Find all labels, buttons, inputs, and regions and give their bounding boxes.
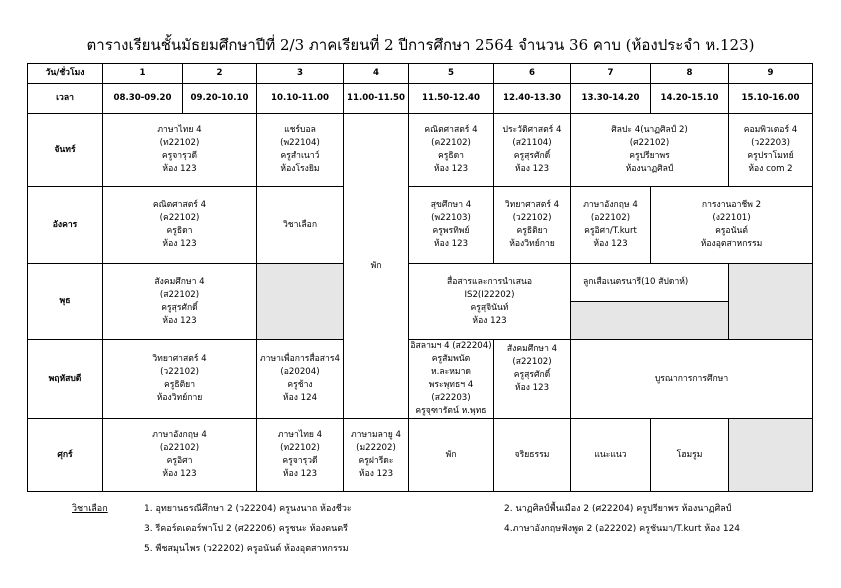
- empty-cell: [257, 264, 344, 340]
- time-row: [28, 84, 813, 114]
- elective-label: วิชาเลือก: [72, 504, 108, 514]
- day-label: พุธ: [28, 264, 103, 340]
- class-cell: ภาษาเพื่อการสื่อสาร4 (อ20204) ครูช้าง ห้อง 124: [257, 340, 344, 419]
- elective-item: 3. รีคอร์ดเดอร์พาโป 2 (ศ22206) ครูชนะ ห้องดนตรี: [144, 524, 348, 534]
- class-cell: คณิตศาสตร์ 4 (ค22102) ครูธิดา ห้อง 123: [409, 114, 494, 187]
- homeroom-cell: โฮมรูม: [651, 419, 729, 492]
- class-cell: สังคมศึกษา 4 (ส22102) ครูสุรศักดิ์ ห้อง 123: [494, 340, 571, 419]
- class-cell: สื่อสารและการนำเสนอ IS2(I22202) ครูสุจินันท์ ห้อง 123: [409, 264, 571, 340]
- class-cell: ประวัติศาสตร์ 4 (ส21104) ครูสุรศักดิ์ ห้อง 123: [494, 114, 571, 187]
- day-label: จันทร์: [28, 114, 103, 187]
- day-row-tuesday: [28, 187, 813, 264]
- time-slot: 15.10-16.00: [729, 84, 813, 114]
- class-cell: แชร์บอล (พ22104) ครูสำเนาว์ ห้องโรงยิม: [257, 114, 344, 187]
- elective-item: 4.ภาษาอังกฤษฟังพูด 2 (อ22202) ครูชันมา/T.kurt ห้อง 124: [504, 524, 741, 534]
- class-cell: ภาษาไทย 4 (ท22102) ครูจารุวดี ห้อง 123: [103, 114, 257, 187]
- period-number: 2: [183, 64, 257, 84]
- period-number: 4: [344, 64, 409, 84]
- lunch-break-cell: พัก: [344, 114, 409, 419]
- time-slot: 08.30-09.20: [103, 84, 183, 114]
- day-label: พฤหัสบดี: [28, 340, 103, 419]
- time-slot: 12.40-13.30: [494, 84, 571, 114]
- class-cell: สังคมศึกษา 4 (ส22102) ครูสุรศักดิ์ ห้อง 123: [103, 264, 257, 340]
- ethics-cell: จริยธรรม: [494, 419, 571, 492]
- empty-cell: [729, 419, 813, 492]
- class-cell: ภาษามลายู 4 (ม22202) ครูฝารีดะ ห้อง 123: [344, 419, 409, 492]
- period-number: 9: [729, 64, 813, 84]
- time-slot: 09.20-10.10: [183, 84, 257, 114]
- time-slot: 11.50-12.40: [409, 84, 494, 114]
- period-number: 3: [257, 64, 344, 84]
- class-cell: การงานอาชีพ 2 (ง22101) ครูอนันต์ ห้องอุตสาหกรรม: [651, 187, 813, 264]
- period-number: 6: [494, 64, 571, 84]
- elective-item: 2. นาฏศิลป์พื้นเมือง 2 (ศ22204) ครูปรียาพร ห้องนาฏศิลป์: [504, 504, 732, 514]
- period-number: 5: [409, 64, 494, 84]
- time-slot: 10.10-11.00: [257, 84, 344, 114]
- break-cell: พัก: [409, 419, 494, 492]
- elective-cell: วิชาเลือก: [257, 187, 344, 264]
- elective-item: 5. พืชสมุนไพร (ว22202) ครูอนันต์ ห้องอุตสาหกรรม: [144, 544, 349, 554]
- class-cell: วิทยาศาสตร์ 4 (ว22102) ครูธิติยา ห้องวิทย์กาย: [103, 340, 257, 419]
- day-row-thursday: [28, 340, 813, 419]
- time-slot: 14.20-15.10: [651, 84, 729, 114]
- time-label: เวลา: [28, 84, 103, 114]
- elective-item: 1. อุทยานธรณีศึกษา 2 (ว22204) ครูนงนาถ ห้องชีวะ: [144, 504, 352, 514]
- schedule-table: [27, 63, 813, 492]
- integrated-study-cell: บูรณาการการศึกษา: [571, 340, 813, 419]
- class-cell: คอมพิวเตอร์ 4 (ว22203) ครูปราโมทย์ ห้อง com 2: [729, 114, 813, 187]
- class-cell: คณิตศาสตร์ 4 (ค22102) ครูธิดา ห้อง 123: [103, 187, 257, 264]
- day-row-monday: [28, 114, 813, 187]
- scout-cell: ลูกเสือเนตรนารี(10 สัปดาห์): [571, 264, 729, 302]
- period-number: 7: [571, 64, 651, 84]
- period-number: 8: [651, 64, 729, 84]
- time-slot: 11.00-11.50: [344, 84, 409, 114]
- class-cell: ภาษาอังกฤษ 4 (อ22102) ครูอิศา/T.kurt ห้อง 123: [571, 187, 651, 264]
- day-label: อังคาร: [28, 187, 103, 264]
- period-number: 1: [103, 64, 183, 84]
- page-title: ตารางเรียนชั้นมัธยมศึกษาปีที่ 2/3 ภาคเรียนที่ 2 ปีการศึกษา 2564 จำนวน 36 คาบ (ห้องประจำ ห.123): [86, 36, 755, 54]
- guidance-cell: แนะแนว: [571, 419, 651, 492]
- day-row-friday: [28, 419, 813, 492]
- empty-cell: [729, 264, 813, 340]
- day-label: ศุกร์: [28, 419, 103, 492]
- period-header-row: [28, 64, 813, 84]
- religion-class-cell: อิสลามฯ 4 (ส22204) ครูสัมพนัต ห.ละหมาด พระพุทธฯ 4 (ส22203) ครูจุฑารัตน์ ห.พุทธ: [409, 340, 494, 419]
- time-slot: 13.30-14.20: [571, 84, 651, 114]
- class-cell: ภาษาไทย 4 (ท22102) ครูจารุวดี ห้อง 123: [257, 419, 344, 492]
- day-row-wednesday: [28, 264, 813, 302]
- corner-label: วัน/ชั่วโมง: [28, 64, 103, 84]
- class-cell: สุขศึกษา 4 (พ22103) ครูพรทิพย์ ห้อง 123: [409, 187, 494, 264]
- class-cell: ศิลปะ 4(นาฏศิลป์ 2) (ศ22102) ครูปรียาพร ห้องนาฏศิลป์: [571, 114, 729, 187]
- class-cell: วิทยาศาสตร์ 4 (ว22102) ครูธิติยา ห้องวิทย์กาย: [494, 187, 571, 264]
- empty-cell: [571, 302, 729, 340]
- class-cell: ภาษาอังกฤษ 4 (อ22102) ครูอิศา ห้อง 123: [103, 419, 257, 492]
